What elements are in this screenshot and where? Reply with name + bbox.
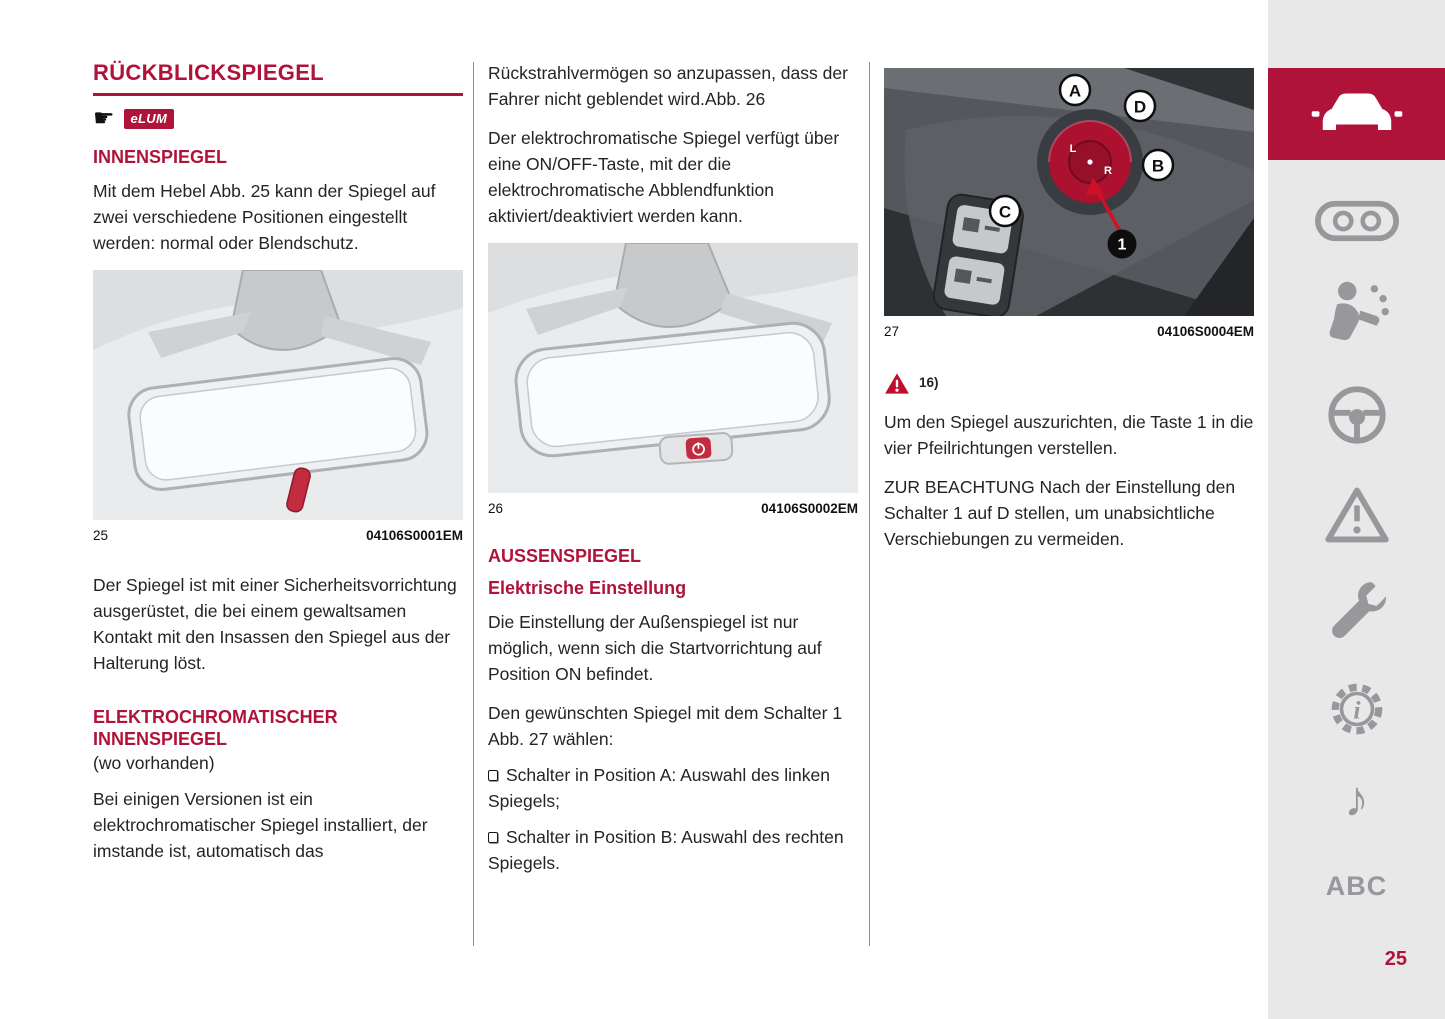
title-underline: [93, 93, 463, 96]
chapter-tab-safety: [1268, 276, 1445, 342]
callout-a-label: A: [1068, 81, 1082, 101]
knob-left-label: L: [1069, 143, 1077, 155]
figure-number: 25: [93, 528, 109, 543]
chapter-tab-driving: [1268, 382, 1445, 448]
figure-code: 04106S0002EM: [761, 501, 858, 516]
body-paragraph: Um den Spiegel auszurichten, die Taste 1 in die vier Pfeilrichtungen verstellen.: [884, 412, 1254, 458]
figure-code: 04106S0001EM: [366, 528, 463, 543]
column-3: [884, 60, 1254, 552]
body-paragraph: Der Spiegel ist mit einer Sicherheitsvorrichtung ausgerüstet, die bei einem gewaltsamen Kontakt mit den Insassen den Spiegel aus der Halterung löst.: [93, 575, 457, 673]
chapter-tab-vehicle-active: [1268, 68, 1445, 160]
body-paragraph: Rückstrahlvermögen so anzupassen, dass der Fahrer nicht geblendet wird.Abb. 26: [488, 63, 848, 109]
chapter-tab-maintenance: [1268, 576, 1445, 642]
steering-wheel-icon: [1326, 384, 1388, 446]
elum-badge: eLUM: [124, 109, 175, 129]
column-1: [93, 60, 463, 864]
instrument-cluster-icon: [1313, 198, 1401, 244]
figure-27-caption: [884, 323, 1254, 340]
subheading-electric-adjustment: Elektrische Einstellung: [488, 578, 687, 598]
bullet-item: [488, 762, 858, 814]
section-heading-aussenspiegel: AUSSENSPIEGEL: [488, 546, 642, 566]
section-heading-electrochromatic: [93, 706, 463, 750]
page-number: 25: [1384, 948, 1407, 970]
chapter-tab-emergency: [1268, 484, 1445, 546]
body-paragraph: ZUR BEACHTUNG Nach der Einstellung den Schalter 1 auf D stellen, um unabsichtliche Verschiebungen zu vermeiden.: [884, 477, 1236, 549]
callout-1-label: 1: [1117, 236, 1127, 254]
chapter-tab-multimedia: [1268, 768, 1445, 830]
heading-line: INNENSPIEGEL: [93, 729, 228, 749]
column-divider: [869, 62, 870, 946]
warning-triangle-icon: [884, 372, 910, 395]
abc-index-label: ABC: [1325, 870, 1388, 901]
chapter-tab-sidebar: [1268, 0, 1445, 1019]
warning-reference: [884, 370, 1254, 396]
column-2: [488, 60, 858, 876]
chapter-tab-index: [1268, 866, 1445, 906]
checkbox-bullet-icon: [488, 832, 498, 843]
figure-25-caption: [93, 527, 463, 544]
body-paragraph: Die Einstellung der Außenspiegel ist nur möglich, wenn sich die Startvorrichtung auf Position ON befindet.: [488, 612, 822, 684]
callout-d-label: D: [1133, 97, 1147, 117]
figure-code: 04106S0004EM: [1157, 324, 1254, 339]
figure-26-electrochromatic-mirror: [488, 243, 858, 493]
column-divider: [473, 62, 474, 946]
pointing-hand-icon: ☛: [93, 105, 115, 132]
body-paragraph: Mit dem Hebel Abb. 25 kann der Spiegel auf zwei verschiedene Positionen eingestellt werden: normal oder Blendschutz.: [93, 181, 436, 253]
warning-note-number: 16): [919, 375, 939, 390]
body-paragraph: Der elektrochromatische Spiegel verfügt über eine ON/OFF-Taste, mit der die elektrochromatische Abblendfunktion aktiviert/deaktiviert werden kann.: [488, 128, 840, 226]
figure-number: 27: [884, 324, 900, 339]
gear-info-icon: [1326, 678, 1388, 740]
body-paragraph: Bei einigen Versionen ist ein elektrochromatischer Spiegel installiert, der imstande ist, automatisch das: [93, 789, 428, 861]
checkbox-bullet-icon: [488, 770, 498, 781]
figure-27-mirror-switch: [884, 68, 1254, 316]
figure-26-caption: [488, 500, 858, 517]
page-title: RÜCKBLICKSPIEGEL: [93, 60, 324, 85]
wrench-icon: [1326, 578, 1388, 640]
title-icon-row: [93, 106, 463, 132]
callout-c-label: C: [998, 202, 1012, 222]
body-paragraph: Den gewünschten Spiegel mit dem Schalter 1 Abb. 27 wählen:: [488, 703, 843, 749]
electrochromatic-mirror-illustration: [488, 243, 858, 493]
section-heading-innenspiegel: INNENSPIEGEL: [93, 147, 228, 167]
availability-note: (wo vorhanden): [93, 753, 215, 773]
warning-triangle-icon: [1324, 485, 1390, 545]
knob-right-label: R: [1104, 165, 1112, 177]
heading-line: ELEKTROCHROMATISCHER: [93, 707, 338, 727]
music-note-icon: ♪: [1344, 771, 1369, 827]
interior-mirror-illustration: [93, 270, 463, 520]
mirror-switch-photo: [884, 68, 1254, 316]
figure-number: 26: [488, 501, 504, 516]
bullet-item: [488, 824, 858, 876]
bullet-text: Schalter in Position A: Auswahl des linken Spiegels;: [488, 765, 830, 811]
callout-b-label: B: [1151, 156, 1165, 176]
chapter-tab-technical-data: [1268, 676, 1445, 742]
chapter-tab-dashboard: [1268, 196, 1445, 246]
figure-25-interior-mirror: [93, 270, 463, 520]
airbag-icon: [1321, 278, 1393, 341]
svg-text:i: i: [1352, 695, 1361, 725]
car-icon: [1307, 88, 1407, 141]
bullet-text: Schalter in Position B: Auswahl des rechten Spiegels.: [488, 827, 844, 873]
